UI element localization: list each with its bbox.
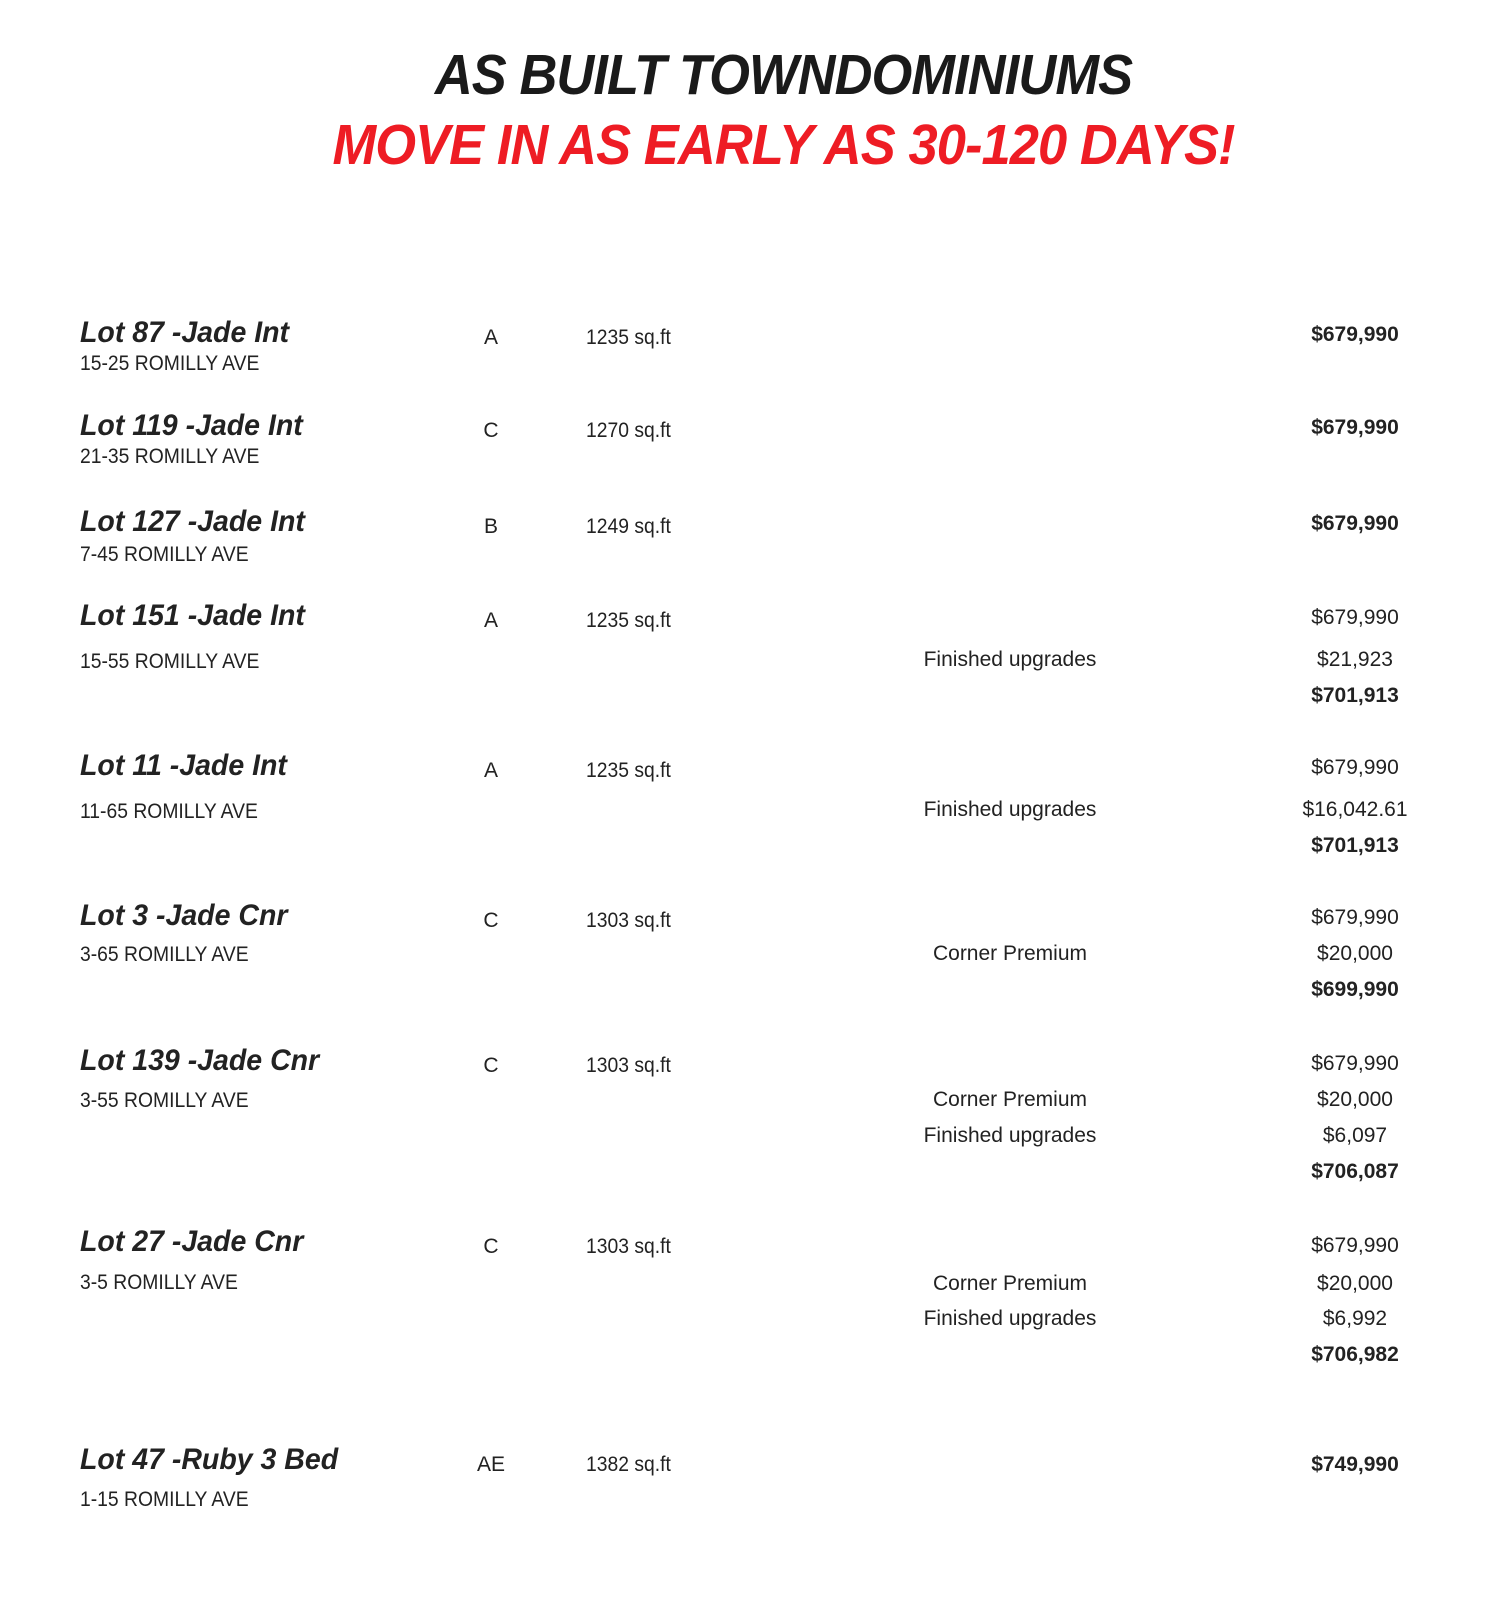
price-total: $679,990 <box>1311 416 1399 439</box>
lot-address: 3-55 ROMILLY AVE <box>80 1089 249 1112</box>
lot-address: 1-15 ROMILLY AVE <box>80 1488 249 1511</box>
lot-model: C <box>483 1054 499 1077</box>
lot-name: Lot 47 -Ruby 3 Bed <box>80 1443 339 1476</box>
lot-name: Lot 11 -Jade Int <box>80 749 287 782</box>
price-line-label: Finished upgrades <box>923 648 1097 671</box>
price-line-value: $21,923 <box>1317 648 1393 671</box>
lot-sqft: 1270 sq.ft <box>586 419 671 442</box>
lot-name: Lot 87 -Jade Int <box>80 316 290 349</box>
price-line-value: $20,000 <box>1317 1088 1393 1111</box>
lot-sqft: 1382 sq.ft <box>586 1453 671 1476</box>
lot-address: 15-55 ROMILLY AVE <box>80 650 260 673</box>
price-line-value: $6,992 <box>1322 1307 1388 1330</box>
lot-address: 11-65 ROMILLY AVE <box>80 800 258 823</box>
price-line-value: $6,097 <box>1322 1124 1388 1147</box>
lot-address: 21-35 ROMILLY AVE <box>80 445 260 468</box>
price-line-value: $679,990 <box>1311 1052 1399 1075</box>
lot-sqft: 1235 sq.ft <box>586 326 671 349</box>
lot-name: Lot 151 -Jade Int <box>80 599 305 632</box>
price-line-value: $679,990 <box>1311 756 1399 779</box>
lot-name: Lot 3 -Jade Cnr <box>80 899 288 932</box>
lot-model: C <box>483 419 499 442</box>
price-line-value: $679,990 <box>1311 1234 1399 1257</box>
lot-name: Lot 119 -Jade Int <box>80 409 303 442</box>
lot-address: 15-25 ROMILLY AVE <box>80 352 260 375</box>
price-total: $706,982 <box>1311 1343 1399 1366</box>
price-line-label: Finished upgrades <box>923 798 1097 821</box>
lot-sqft: 1303 sq.ft <box>586 1054 671 1077</box>
lot-model: A <box>483 759 498 782</box>
lot-name: Lot 127 -Jade Int <box>80 505 305 538</box>
lot-model: A <box>483 326 498 349</box>
price-total: $699,990 <box>1311 978 1399 1001</box>
price-line-label: Finished upgrades <box>923 1307 1097 1330</box>
lot-model: B <box>483 515 498 538</box>
price-line-label: Corner Premium <box>932 942 1088 965</box>
price-total: $701,913 <box>1311 684 1399 707</box>
lot-sqft: 1235 sq.ft <box>586 609 671 632</box>
price-total: $749,990 <box>1311 1453 1399 1476</box>
lot-name: Lot 27 -Jade Cnr <box>80 1225 304 1258</box>
page-title: AS BUILT TOWNDOMINIUMS <box>434 43 1133 107</box>
price-line-value: $679,990 <box>1311 906 1399 929</box>
price-line-label: Corner Premium <box>932 1272 1088 1295</box>
price-total: $679,990 <box>1311 323 1399 346</box>
price-total: $706,087 <box>1311 1160 1399 1183</box>
price-total: $679,990 <box>1311 512 1399 535</box>
lot-sqft: 1303 sq.ft <box>586 1235 671 1258</box>
lot-model: A <box>483 609 498 632</box>
price-line-label: Corner Premium <box>932 1088 1088 1111</box>
lot-address: 3-5 ROMILLY AVE <box>80 1271 238 1294</box>
price-line-value: $679,990 <box>1311 606 1399 629</box>
lot-sqft: 1235 sq.ft <box>586 759 671 782</box>
lot-name: Lot 139 -Jade Cnr <box>80 1044 320 1077</box>
lot-address: 7-45 ROMILLY AVE <box>80 543 249 566</box>
price-line-value: $20,000 <box>1317 942 1393 965</box>
lot-model: C <box>483 909 499 932</box>
lot-address: 3-65 ROMILLY AVE <box>80 943 249 966</box>
price-line-value: $16,042.61 <box>1302 798 1408 821</box>
lot-sqft: 1303 sq.ft <box>586 909 671 932</box>
price-line-value: $20,000 <box>1317 1272 1393 1295</box>
page-subtitle: MOVE IN AS EARLY AS 30-120 DAYS! <box>332 113 1235 177</box>
lot-model: AE <box>476 1453 505 1476</box>
lot-sqft: 1249 sq.ft <box>586 515 671 538</box>
price-line-label: Finished upgrades <box>923 1124 1097 1147</box>
lot-model: C <box>483 1235 499 1258</box>
price-total: $701,913 <box>1311 834 1399 857</box>
